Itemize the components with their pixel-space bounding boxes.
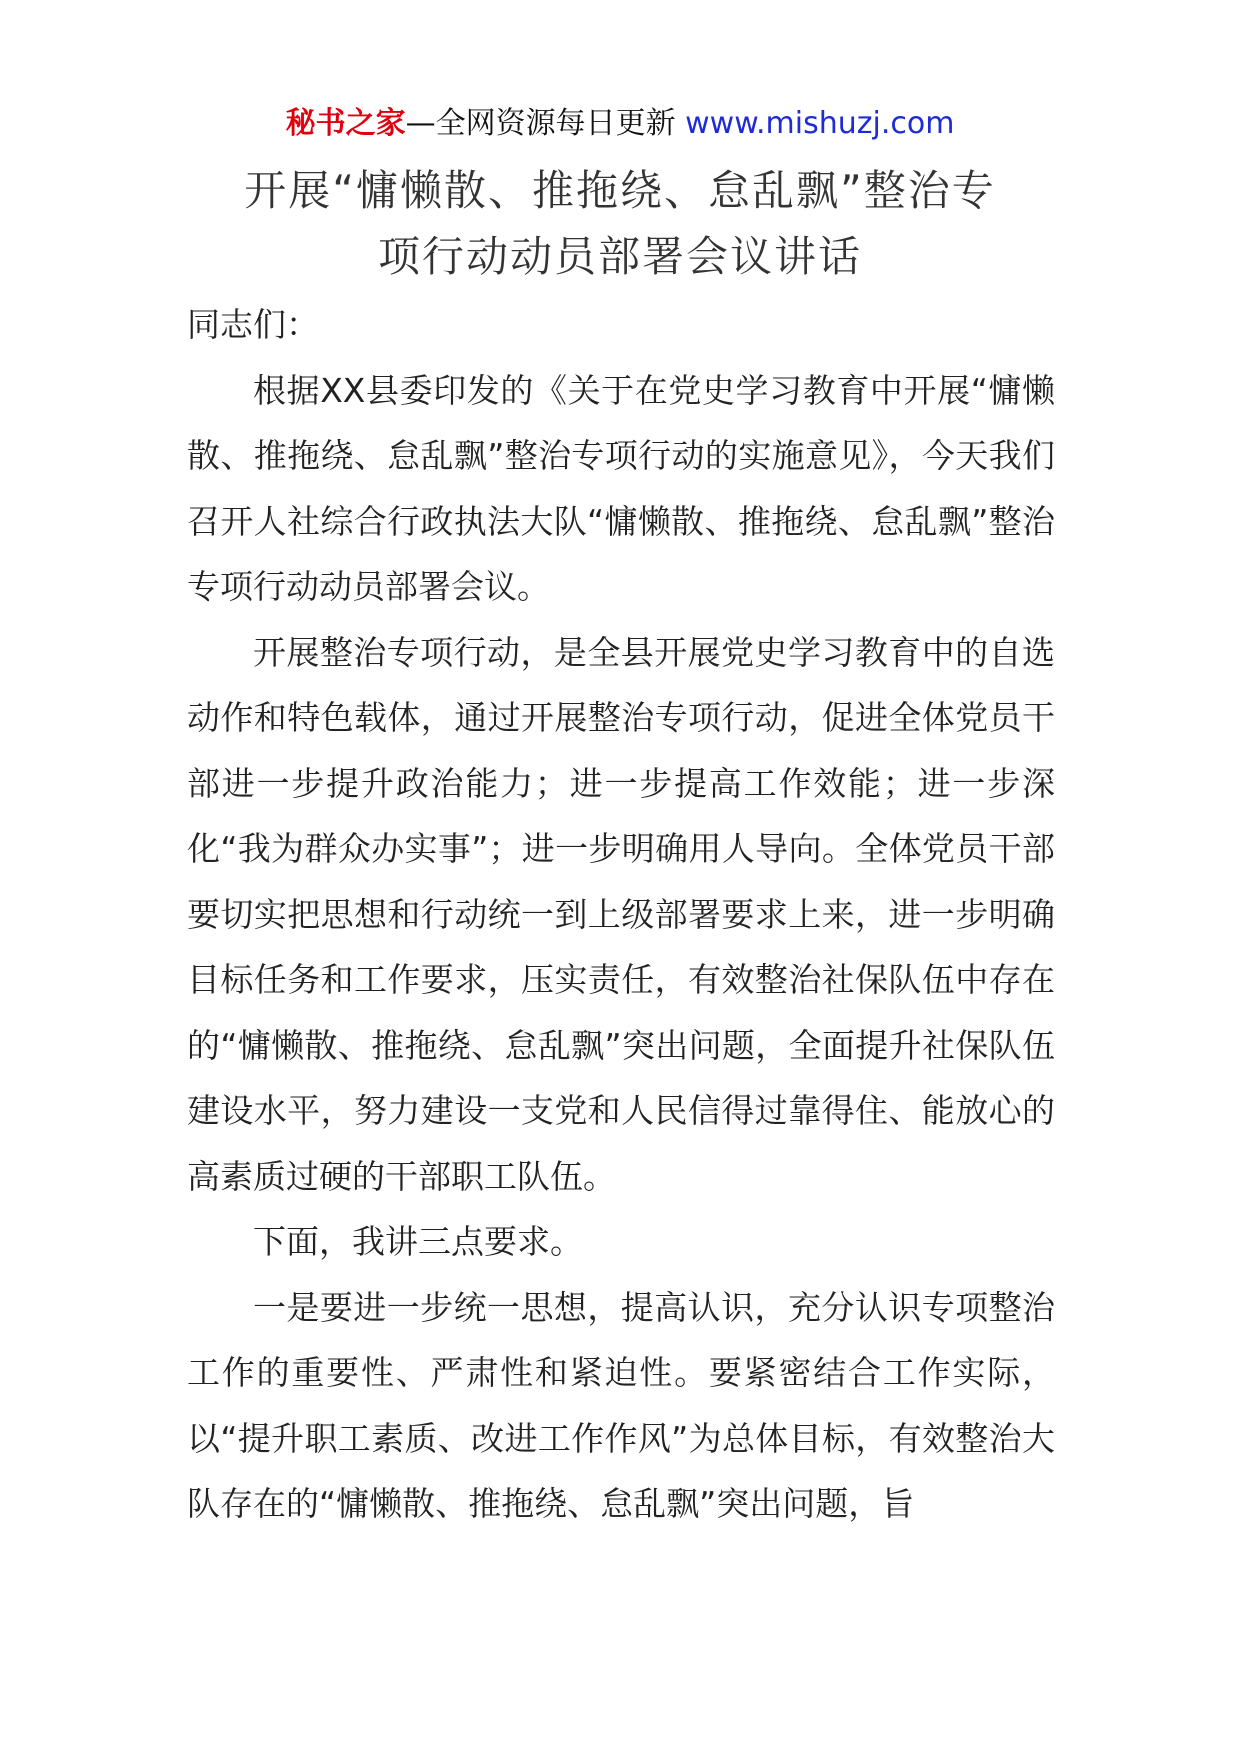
paragraph-3: 下面，我讲三点要求。 [253,1222,583,1261]
paragraph-4: 一是要进一步统一思想，提高认识，充分认识专项整治工作的重要性、严肃性和紧迫性。要紧密结合工作实际，以“提升职工素质、改进工作作风”为总体目标，有效整治大队存在的“慵懒散、推拖绕、怠乱飘”突出问题，旨 [187,1287,1055,1523]
document-body [187,292,1055,1537]
document-title [160,158,1080,290]
salutation: 同志们： [187,305,319,344]
paragraph-1: 根据XX县委印发的《关于在党史学习教育中开展“慵懒散、推拖绕、怠乱飘”整治专项行动的实施意见》，今天我们召开人社综合行政执法大队“慵懒散、推拖绕、怠乱飘”整治专项行动动员部署会议。 [187,370,1055,606]
brand-name: 秘书之家 [285,106,406,141]
paragraph-2: 开展整治专项行动，是全县开展党史学习教育中的自选动作和特色载体，通过开展整治专项行动，促进全体党员干部进一步提升政治能力；进一步提高工作效能；进一步深化“我为群众办实事”；进一步明确用人导向。全体党员干部要切实把思想和行动统一到上级部署要求上来，进一步明确目标任务和工作要求，压实责任，有效整治社保队伍中存在的“慵懒散、推拖绕、怠乱飘”突出问题，全面提升社保队伍建设水平，努力建设一支党和人民信得过靠得住、能放心的高素质过硬的干部职工队伍。 [187,632,1055,1196]
site-url[interactable]: www.mishuzj.com [685,106,955,141]
watermark-header [0,100,1240,148]
header-slogan: —全网资源每日更新 [405,106,676,141]
title-line-1: 开展“慵懒散、推拖绕、怠乱飘”整治专 [244,166,996,215]
title-line-2: 项行动动员部署会议讲话 [377,232,862,281]
